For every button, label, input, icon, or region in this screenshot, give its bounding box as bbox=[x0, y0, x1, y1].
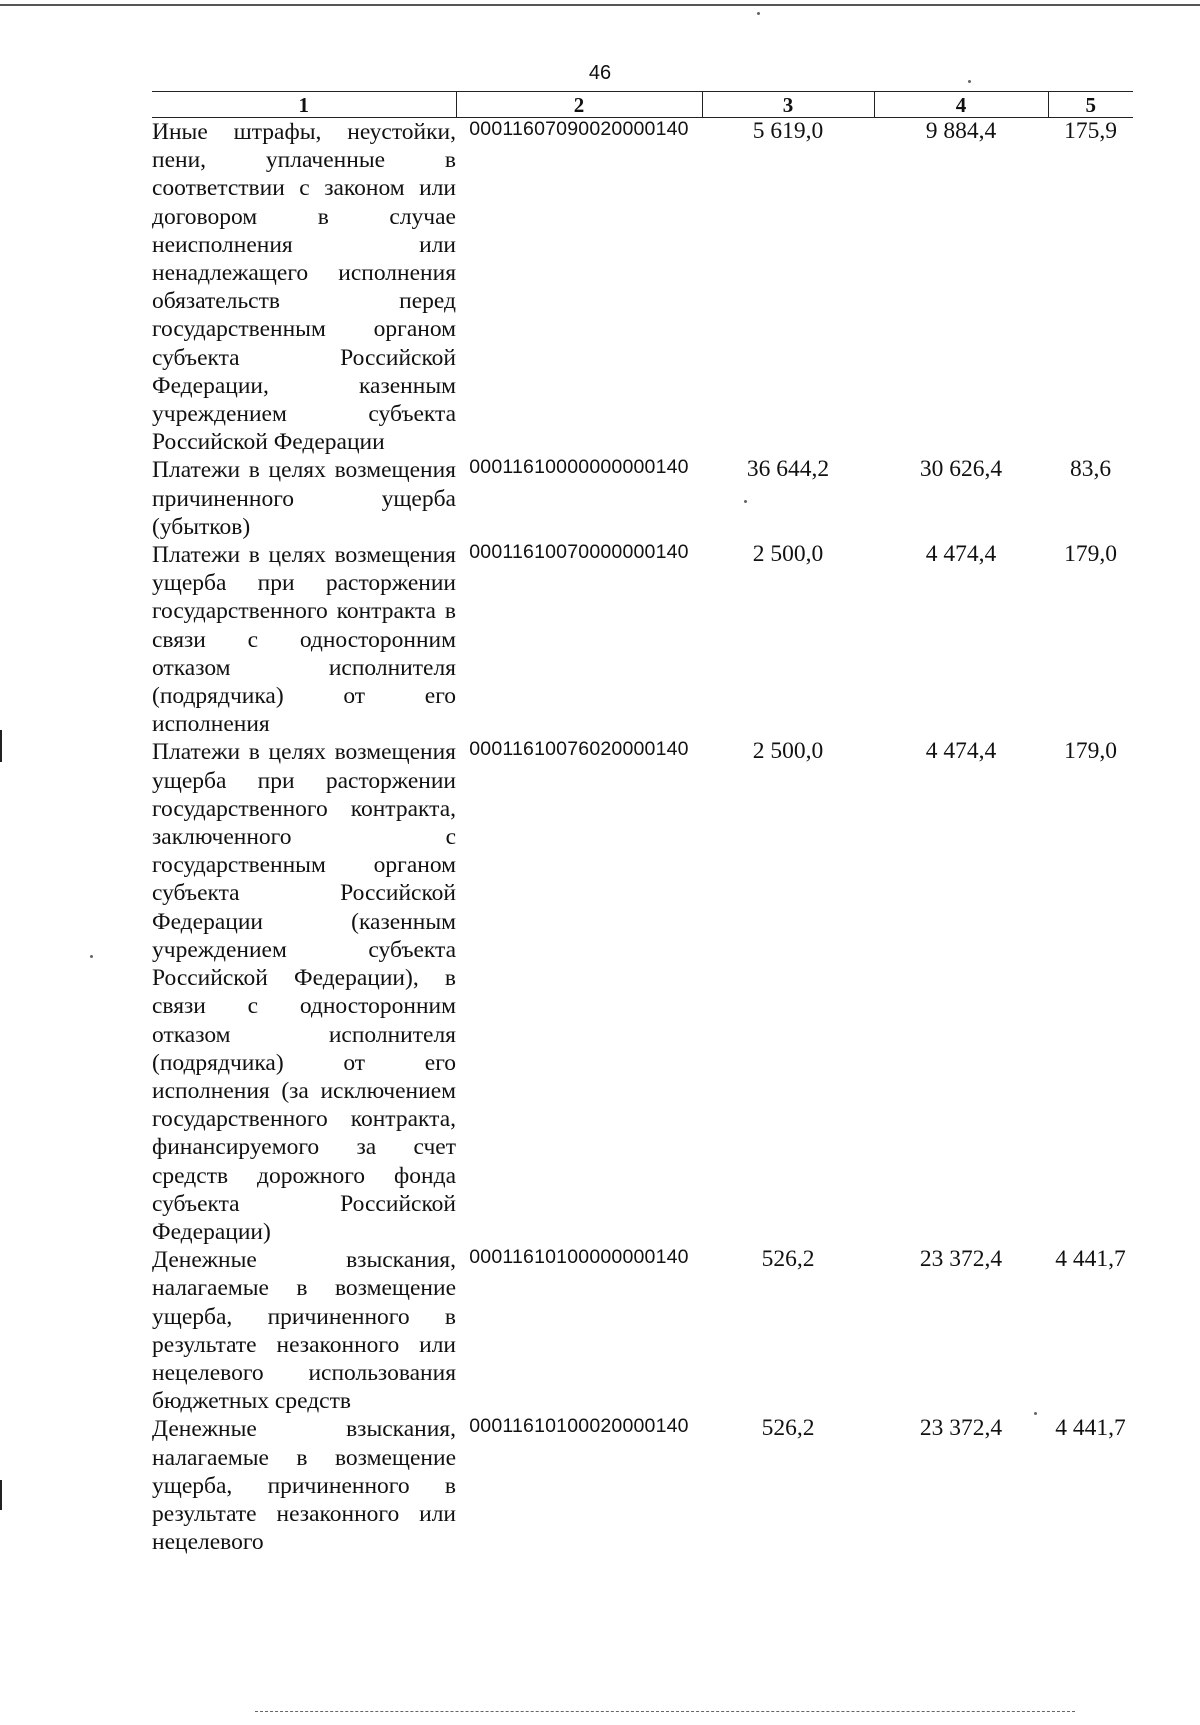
income-name: Платежи в целях возмещения ущерба при расторжении государственного контракта, заключенного с государственным органом субъекта Российской Федерации (казенным учреждением субъекта Российской Федерации), в связи с односторонним отказом исполнителя (подрядчика) от его исполнения (за исключением государственного контракта, финансируемого за счет средств дорожного фонда субъекта Российской Федерации) bbox=[152, 739, 456, 1245]
column-5-value: 4 441,7 bbox=[1055, 1246, 1126, 1273]
budget-code: 00011610100000000140 bbox=[469, 1246, 689, 1269]
table-row bbox=[152, 456, 1133, 541]
income-name: Платежи в целях возмещения причиненного ущерба (убытков) bbox=[152, 457, 456, 540]
scan-speck bbox=[968, 80, 971, 83]
page-number: 46 bbox=[588, 62, 612, 84]
column-4-value: 23 372,4 bbox=[919, 1415, 1003, 1442]
scan-speck bbox=[90, 955, 93, 958]
column-header: 2 bbox=[456, 92, 702, 118]
column-header: 4 bbox=[874, 92, 1048, 118]
column-5-value: 179,0 bbox=[1064, 738, 1117, 765]
income-name: Денежные взыскания, налагаемые в возмещение ущерба, причиненного в результате незаконного или нецелевого использования бюджетных средств bbox=[152, 1247, 456, 1415]
table-row bbox=[152, 118, 1133, 457]
column-4-value: 4 474,4 bbox=[925, 738, 997, 765]
column-number-header-row bbox=[152, 92, 1133, 118]
scan-edge-line bbox=[255, 1711, 1075, 1712]
table-row bbox=[152, 738, 1133, 1246]
column-4-value: 9 884,4 bbox=[925, 118, 997, 144]
column-3-value: 526,2 bbox=[761, 1415, 815, 1442]
column-3-value: 2 500,0 bbox=[752, 541, 824, 568]
column-4-value: 30 626,4 bbox=[919, 456, 1003, 483]
column-3-value: 2 500,0 bbox=[752, 738, 824, 765]
scan-margin-mark bbox=[0, 730, 2, 762]
budget-code: 00011610000000000140 bbox=[469, 456, 689, 479]
column-5-value: 83,6 bbox=[1069, 456, 1112, 483]
table-row bbox=[152, 1246, 1133, 1415]
column-header: 1 bbox=[152, 92, 456, 118]
column-3-value: 36 644,2 bbox=[746, 456, 830, 483]
column-3-value: 5 619,0 bbox=[752, 118, 824, 144]
scan-margin-mark bbox=[0, 1480, 2, 1510]
column-5-value: 175,9 bbox=[1064, 118, 1117, 144]
column-5-value: 179,0 bbox=[1064, 541, 1117, 568]
scan-edge-line bbox=[0, 4, 1200, 6]
budget-code: 00011610100020000140 bbox=[469, 1415, 689, 1438]
scan-speck bbox=[757, 12, 760, 15]
budget-code: 00011610070000000140 bbox=[469, 541, 689, 564]
income-name: Иные штрафы, неустойки, пени, уплаченные в соответствии с законом или договором в случае неисполнения или ненадлежащего исполнения обязательств перед государственным органом субъекта Российской Федерации, казенным учреждением субъекта Российской Федерации bbox=[152, 119, 456, 456]
income-name: Платежи в целях возмещения ущерба при расторжении государственного контракта в связи с односторонним отказом исполнителя (подрядчика) от его исполнения bbox=[152, 542, 456, 738]
budget-code: 00011610076020000140 bbox=[469, 738, 689, 761]
table-row bbox=[152, 541, 1133, 738]
income-name: Денежные взыскания, налагаемые в возмещение ущерба, причиненного в результате незаконного или нецелевого bbox=[152, 1416, 456, 1556]
column-header: 3 bbox=[702, 92, 874, 118]
column-4-value: 4 474,4 bbox=[925, 541, 997, 568]
column-5-value: 4 441,7 bbox=[1055, 1415, 1126, 1442]
revenue-table bbox=[152, 91, 1133, 1556]
column-3-value: 526,2 bbox=[761, 1246, 815, 1273]
table-row bbox=[152, 1415, 1133, 1556]
column-4-value: 23 372,4 bbox=[919, 1246, 1003, 1273]
column-header: 5 bbox=[1048, 92, 1133, 118]
budget-code: 00011607090020000140 bbox=[469, 118, 689, 140]
